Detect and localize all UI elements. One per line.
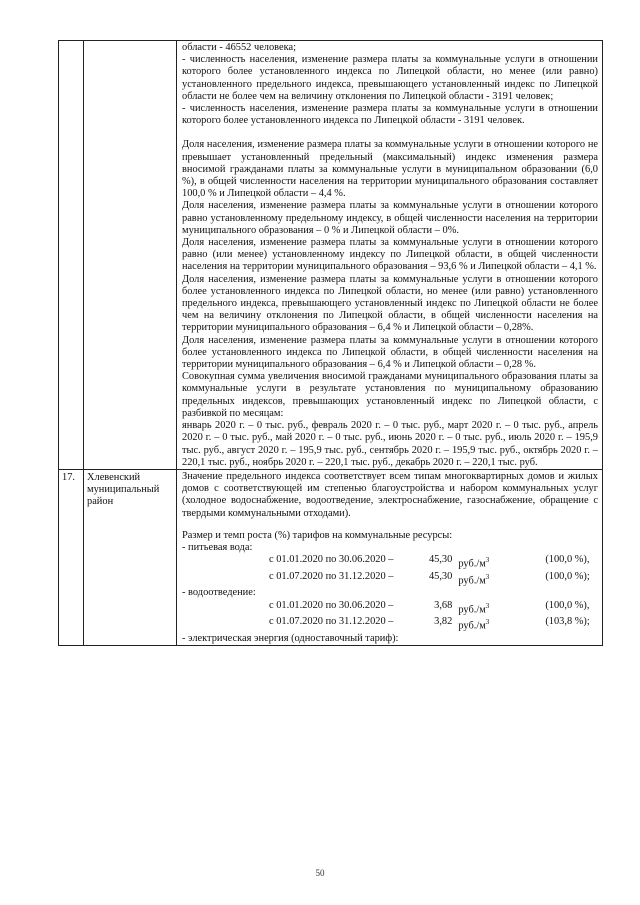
row-number-cell <box>59 41 84 470</box>
page-number: 50 <box>315 868 325 878</box>
paragraph: Значение предельного индекса соответствует всем типам многоквартирных домов и жилых домов с соответствующей им степенью благоустройства и набором коммунальных услуг (холодное водоснабжение, водоотведение, электроснабжение, газоснабжение, обращение с твердыми коммунальными отходами). <box>182 470 598 519</box>
description-cell <box>177 469 603 645</box>
row-number-cell: 17. <box>59 469 84 645</box>
tariff-line: с 01.07.2020 по 31.12.2020 – 3,82 $руб./м^3$ (103,8 %); <box>269 616 590 632</box>
paragraph: Доля населения, изменение размера платы за коммунальные услуги в отношении которого равно (или менее) установленному индексу по Липецкой области, в общей численности населения на территории муниципального образования – 93,6 % и Липецкой области – 4,1 %. <box>182 237 598 273</box>
tariff-line: с 01.01.2020 по 30.06.2020 – 3,68 $руб./м^3$ (100,0 %), <box>269 599 590 616</box>
data-table <box>58 40 603 646</box>
table-row <box>59 469 603 645</box>
tariff-group-label: - водоотведение: <box>182 587 256 599</box>
paragraph: - численность населения, изменение размера платы за коммунальные услуги в отношении которого более установленного индекса по Липецкой области - 3191 человек. <box>182 103 598 127</box>
tariff-line: с 01.07.2020 по 31.12.2020 – 45,30 $руб./м^3$ (100,0 %); <box>269 570 590 587</box>
table-row <box>59 41 603 470</box>
region-name-cell: Хлевенский муниципальный район <box>84 469 177 645</box>
paragraph: Доля населения, изменение размера платы за коммунальные услуги в отношении которого равно установленному предельному индексу, в общей численности населения на территории муниципального образования – 0 % и Липецкой области – 0%. <box>182 200 598 236</box>
paragraph: Доля населения, изменение размера платы за коммунальные услуги в отношении которого более установленного индекса по Липецкой области, но менее (или равно) установленного предельного индекса, превышающего установленный индекс по Липецкой области не более чем на величину отклонения по Липецкой области, в общей численности населения на территории муниципального образования – 6,4 % и Липецкой области – 0,28%. <box>182 273 598 334</box>
tariff-line: с 01.01.2020 по 30.06.2020 – 45,30 $руб./м^3$ (100,0 %), <box>269 554 590 570</box>
region-name-cell <box>84 41 177 470</box>
paragraph: Доля населения, изменение размера платы за коммунальные услуги в отношении которого более установленного индекса по Липецкой области, в общей численности населения на территории муниципального образования – 6,4 % и Липецкой области – 0,28 %. <box>182 334 598 371</box>
tariff-group-label: - питьевая вода: <box>182 541 253 553</box>
paragraph: Совокупная сумма увеличения вносимой гражданами муниципального образования платы за коммунальные услуги в результате установления по муниципальному образованию предельных индексов, превышающих установленный индекс по Липецкой области, с разбивкой по месяцам: <box>182 371 598 419</box>
paragraph: - численность населения, изменение размера платы за коммунальные услуги в отношении которого более установленного индекса по Липецкой области, но менее (или равно) установленного предельного индекса, превышающего установленный индекс по Липецкой области не более чем на величину отклонения по Липецкой области - 3191 человек; <box>182 54 598 102</box>
paragraph: январь 2020 г. – 0 тыс. руб., февраль 2020 г. – 0 тыс. руб., март 2020 г. – 0 тыс. руб., апрель 2020 г. – 0 тыс. руб., май 2020 г. – 0 тыс. руб., июнь 2020 г. – 0 тыс. руб., июль 2020 г. – 195,9 тыс. руб., август 2020 г. – 195,9 тыс. руб., сентябрь 2020 г. – 195,9 тыс. руб., октябрь 2020 г. – 220,1 тыс. руб., ноябрь 2020 г. – 220,1 тыс. руб., декабрь 2020 г. – 220,1 тыс. руб. <box>182 420 598 468</box>
paragraph: области - 46552 человека; <box>182 42 297 53</box>
tariffs-heading: Размер и темп роста (%) тарифов на коммунальные ресурсы: <box>182 529 453 541</box>
tariff-group-label: - электрическая энергия (одноставочный тариф): <box>182 633 399 645</box>
description-cell <box>177 41 603 470</box>
paragraph: Доля населения, изменение размера платы за коммунальные услуги в отношении которого не превышает установленный предельный (максимальный) индекс изменения размера вносимой гражданами платы за коммунальные услуги в муниципальном образовании (6,0 %), в общей численности населения на территории муниципального образования составляет 100,0 % и Липецкой области – 4,4 %. <box>182 139 598 200</box>
